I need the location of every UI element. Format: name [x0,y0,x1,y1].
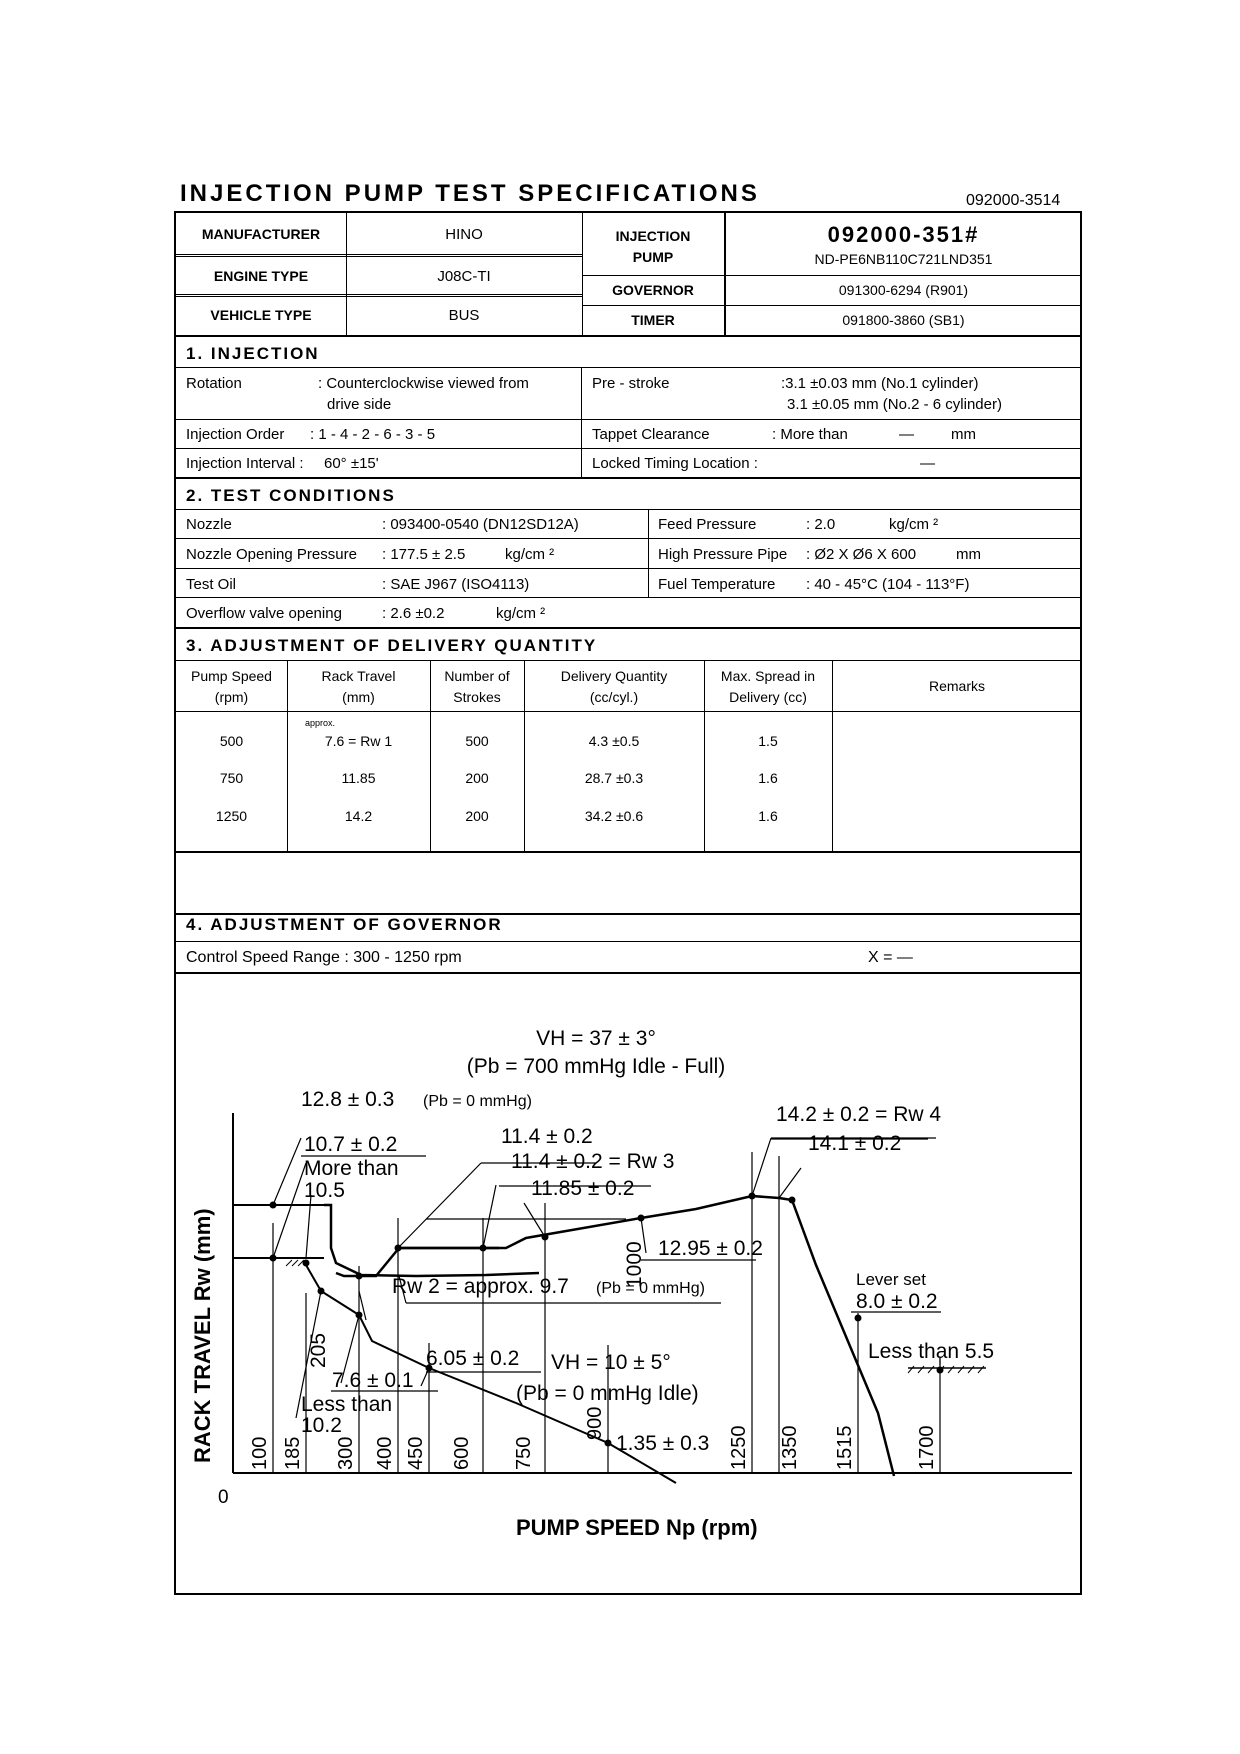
rw-top-note: (Pb = 0 mmHg) [423,1093,532,1110]
section-heading-test-conditions: 2. TEST CONDITIONS [186,486,396,505]
divider [176,335,1082,337]
section-heading-delivery: 3. ADJUSTMENT OF DELIVERY QUANTITY [186,636,598,655]
label-11-4: 11.4 ± 0.2 [501,1125,593,1148]
stopper-hatch [908,1366,984,1373]
table-cell: 4.3 ±0.5 [588,733,640,749]
rw2-label: Rw 2 = approx. 9.7 [392,1275,569,1298]
less-than-10-2-label: Less than [301,1393,393,1416]
divider [176,296,582,297]
vh-full-note: (Pb = 700 mmHg Idle - Full) [466,1055,726,1078]
speed-tick-label: 185 [282,1436,304,1470]
table-cell: 14.2 [344,808,373,824]
divider [582,305,1082,306]
more-than-label: More than [304,1157,399,1180]
injection-order-label: Injection Order [186,426,285,443]
injection-pump-label: PUMP [632,249,674,265]
speed-tick-label: 600 [451,1436,473,1470]
divider [176,627,1082,629]
divider [176,448,1082,449]
column-header: (rpm) [214,689,249,705]
vh-full-label: VH = 37 ± 3° [536,1027,656,1050]
table-cell: 200 [465,808,489,824]
prestroke-value-2: 3.1 ±0.05 mm (No.2 - 6 cylinder) [787,396,1002,413]
approx-note: approx. [305,718,336,728]
label-7-6: 7.6 ± 0.1 [332,1369,414,1392]
nozzle-opening-pressure-value: : 177.5 ± 2.5 [382,546,466,563]
label-6-05: 6.05 ± 0.2 [426,1347,520,1370]
divider [176,660,1082,661]
x-value: X = — [868,949,913,966]
governor-diagram [176,973,1080,1593]
engine-type-label: ENGINE TYPE [213,268,309,284]
more-than-value: 10.5 [304,1179,345,1202]
section-heading-injection: 1. INJECTION [186,344,320,363]
table-cell: 34.2 ±0.6 [584,808,644,824]
lever-set-value: 8.0 ± 0.2 [856,1290,938,1313]
governor-value: 091300-6294 (R901) [838,282,969,298]
tappet-value: : More than [772,426,848,443]
injection-interval-value: 60° ±15' [324,455,379,472]
section-heading-governor: 4. ADJUSTMENT OF GOVERNOR [186,915,503,934]
rotation-value-2: drive side [327,396,392,413]
remarks-header: Remarks [928,678,985,694]
divider [176,913,1082,915]
speed-tick-label: 1250 [728,1425,750,1470]
speed-tick-label: 450 [405,1436,427,1470]
document-number: 092000-3514 [966,192,1061,209]
feed-pressure-label: Feed Pressure [658,516,757,533]
column-header: Delivery (cc) [729,689,807,705]
overflow-valve-label: Overflow valve opening [186,605,342,622]
injection-order-value: : 1 - 4 - 2 - 6 - 3 - 5 [310,426,436,443]
prestroke-label: Pre - stroke [592,375,670,392]
overflow-valve-value: : 2.6 ±0.2 [382,605,445,622]
engine-type-value: J08C-TI [437,268,491,285]
test-oil-label: Test Oil [186,576,237,593]
governor-label: GOVERNOR [612,282,694,298]
lever-set-label: Lever set [856,1270,926,1289]
injection-pump-model: ND-PE6NB110C721LND351 [814,251,993,267]
divider [176,597,1082,598]
divider [581,367,582,477]
vehicle-type-value: BUS [448,307,480,324]
speed-tick-label: 400 [374,1436,396,1470]
rw2-note: (Pb = 0 mmHg) [596,1280,705,1297]
manufacturer-value: HINO [445,226,483,243]
label-205: 205 [307,1332,330,1368]
divider [176,538,1082,539]
table-cell: 1.6 [758,770,778,786]
less-than-5-5-label: Less than 5.5 [868,1340,995,1363]
feed-pressure-unit: kg/cm ² [889,516,939,533]
column-header: Delivery Quantity [560,668,668,684]
rw-top-label: 12.8 ± 0.3 [301,1088,395,1111]
column-header: Rack Travel [321,668,396,684]
speed-reference-lines [273,1152,940,1473]
divider [176,851,1082,853]
injection-pump-label: INJECTION [615,228,691,244]
table-cell: 11.85 [341,770,376,786]
speed-tick-labels [249,1407,938,1470]
y-axis-title: RACK TRAVEL Rw (mm) [190,1208,215,1463]
feed-pressure-value: : 2.0 [806,516,836,533]
locked-timing-value: — [920,455,935,472]
nozzle-label: Nozzle [186,516,232,533]
vh-idle-label: VH = 10 ± 5° [551,1351,671,1374]
manufacturer-label: MANUFACTURER [201,226,321,242]
injection-pump-number: 092000-351# [827,222,980,247]
label-12-95: 12.95 ± 0.2 [658,1237,763,1260]
table-cell: 1.5 [758,733,778,749]
vh-idle-note: (Pb = 0 mmHg Idle) [516,1382,699,1405]
nozzle-opening-pressure-label: Nozzle Opening Pressure [186,546,357,563]
table-cell: 1250 [215,808,248,824]
speed-tick-label: 1350 [779,1425,801,1470]
document-title: INJECTION PUMP TEST SPECIFICATIONS [180,180,760,207]
table-cell: 750 [219,770,244,786]
divider [176,509,1082,510]
divider [176,294,582,295]
tappet-unit: mm [951,426,976,443]
timer-value: 091800-3860 (SB1) [842,312,965,328]
label-14-1: 14.1 ± 0.2 [808,1132,902,1155]
rotation-value: : Counterclockwise viewed from [318,375,529,392]
high-pressure-pipe-value: : Ø2 X Ø6 X 600 [806,546,917,563]
pump-hatch [286,1260,304,1266]
tappet-dash: — [899,426,914,443]
high-pressure-pipe-unit: mm [956,546,981,563]
rotation-label: Rotation [186,375,242,392]
table-cell: 28.7 ±0.3 [584,770,644,786]
divider [176,477,1082,479]
divider [176,367,1082,368]
rw-10-7-label: 10.7 ± 0.2 [304,1133,398,1156]
timer-label: TIMER [631,312,675,328]
locked-timing-label: Locked Timing Location : [592,455,758,472]
column-header: (cc/cyl.) [589,689,639,705]
less-than-10-2-value: 10.2 [301,1414,342,1437]
speed-tick-label: 1700 [916,1425,938,1470]
tappet-label: Tappet Clearance [592,426,710,443]
origin-label: 0 [218,1487,229,1508]
divider [176,419,1082,420]
fuel-temperature-value: : 40 - 45°C (104 - 113°F) [806,576,970,593]
injection-interval-label: Injection Interval : [186,455,304,472]
table-cell: 200 [465,770,489,786]
divider [176,254,582,255]
table-cell: 7.6 = Rw 1 [324,733,393,749]
speed-tick-label: 100 [249,1436,271,1470]
full-load-curve-upper [324,1205,539,1276]
column-header: Max. Spread in [720,668,816,684]
high-pressure-pipe-label: High Pressure Pipe [658,546,788,563]
x-axis-title: PUMP SPEED Np (rpm) [516,1515,758,1540]
divider [176,941,1082,942]
overflow-valve-unit: kg/cm ² [496,605,546,622]
divider [176,711,1082,712]
label-11-4-rw3: 11.4 ± 0.2 = Rw 3 [511,1150,675,1173]
spec-sheet [174,211,1082,1595]
speed-tick-label: 900 [584,1406,606,1440]
label-1000: 1000 [623,1241,646,1288]
nozzle-value: : 093400-0540 (DN12SD12A) [382,516,579,533]
table-cell: 500 [465,733,489,749]
control-speed-range: Control Speed Range : 300 - 1250 rpm [186,949,462,966]
column-header: (mm) [342,689,375,705]
column-header: Strokes [453,689,501,705]
fuel-temperature-label: Fuel Temperature [658,576,776,593]
label-14-2-rw4: 14.2 ± 0.2 = Rw 4 [776,1103,942,1126]
column-header: Pump Speed [191,668,272,684]
table-cell: 1.6 [758,808,778,824]
vehicle-type-label: VEHICLE TYPE [210,307,312,323]
speed-tick-label: 1515 [834,1425,856,1470]
divider [648,509,649,597]
prestroke-value: :3.1 ±0.03 mm (No.1 cylinder) [781,375,979,392]
speed-tick-label: 300 [335,1436,357,1470]
divider [582,275,1082,276]
divider [176,568,1082,569]
column-header: Number of [444,668,510,684]
full-load-curve [336,1196,894,1476]
divider [176,256,582,257]
nozzle-opening-pressure-unit: kg/cm ² [505,546,555,563]
label-11-85: 11.85 ± 0.2 [531,1177,635,1200]
speed-tick-label: 750 [513,1436,535,1470]
table-cell: 500 [219,733,244,749]
test-oil-value: : SAE J967 (ISO4113) [382,576,530,593]
label-1-35: 1.35 ± 0.3 [616,1432,710,1455]
